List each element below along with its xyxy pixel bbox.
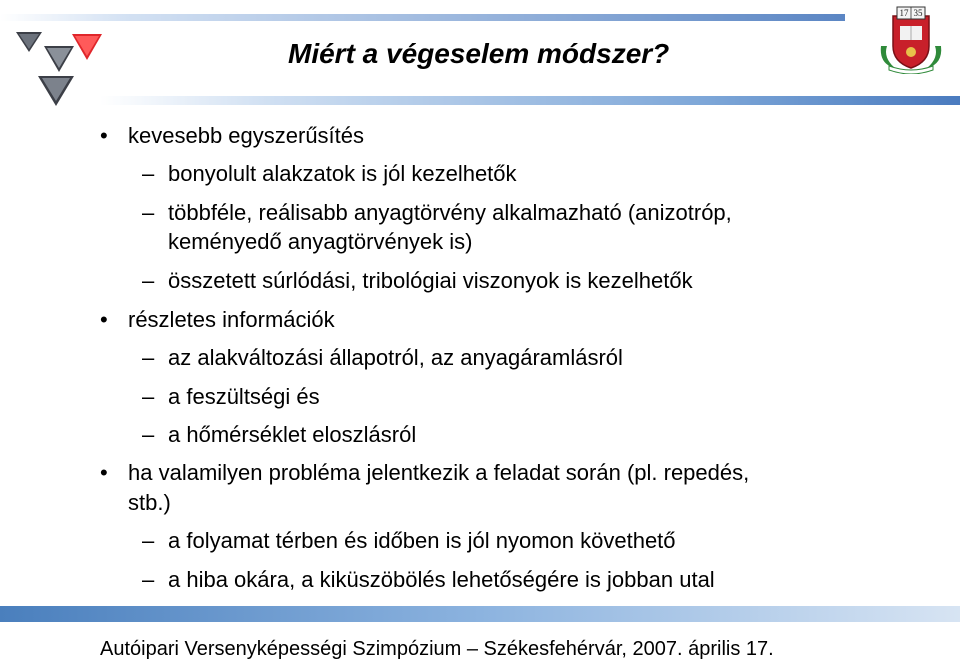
dash-marker: – <box>142 345 155 370</box>
dash-marker: – <box>142 268 155 293</box>
sub-item: az alakváltozási állapotról, az anyagáramlásról <box>168 345 623 370</box>
bullet-item: ha valamilyen probléma jelentkezik a feladat során (pl. repedés, <box>128 460 750 485</box>
sub-item: többféle, reálisabb anyagtörvény alkalmazható (anizotróp, <box>168 200 732 225</box>
title-underline-bar <box>100 96 960 105</box>
bullet-marker: • <box>100 460 108 485</box>
institution-logo <box>12 28 106 108</box>
bullet-item: részletes információk <box>128 307 335 332</box>
sub-item: összetett súrlódási, tribológiai viszonyok is kezelhetők <box>168 268 693 293</box>
sub-item: a hőmérséklet eloszlásról <box>168 422 417 447</box>
dash-marker: – <box>142 384 155 409</box>
crest-year-left: 17 <box>899 8 909 18</box>
bullet-marker: • <box>100 307 108 332</box>
bullet-item-continuation: stb.) <box>128 490 171 515</box>
dash-marker: – <box>142 422 155 447</box>
bottom-decor-bar <box>0 606 960 622</box>
footer-text: Autóipari Versenyképességi Szimpózium – Székesfehérvár, 2007. április 17. <box>100 638 774 660</box>
sub-item: a hiba okára, a kiküszöbölés lehetőségére is jobban utal <box>168 567 715 592</box>
sub-item: bonyolult alakzatok is jól kezelhetők <box>168 161 517 186</box>
dash-marker: – <box>142 567 155 592</box>
university-crest-logo <box>873 2 949 74</box>
dash-marker: – <box>142 161 155 186</box>
bullet-marker: • <box>100 123 108 148</box>
sub-item-continuation: keményedő anyagtörvények is) <box>168 229 473 254</box>
slide-title: Miért a végeselem módszer? <box>288 38 670 69</box>
dash-marker: – <box>142 200 155 225</box>
top-decor-bar <box>0 14 845 21</box>
bullet-item: kevesebb egyszerűsítés <box>128 123 365 148</box>
sub-item: a feszültségi és <box>168 384 320 409</box>
crest-year-right: 35 <box>913 8 923 18</box>
slide-footer <box>0 632 960 666</box>
dash-marker: – <box>142 528 155 553</box>
sub-item: a folyamat térben és időben is jól nyomon követhető <box>168 528 676 553</box>
